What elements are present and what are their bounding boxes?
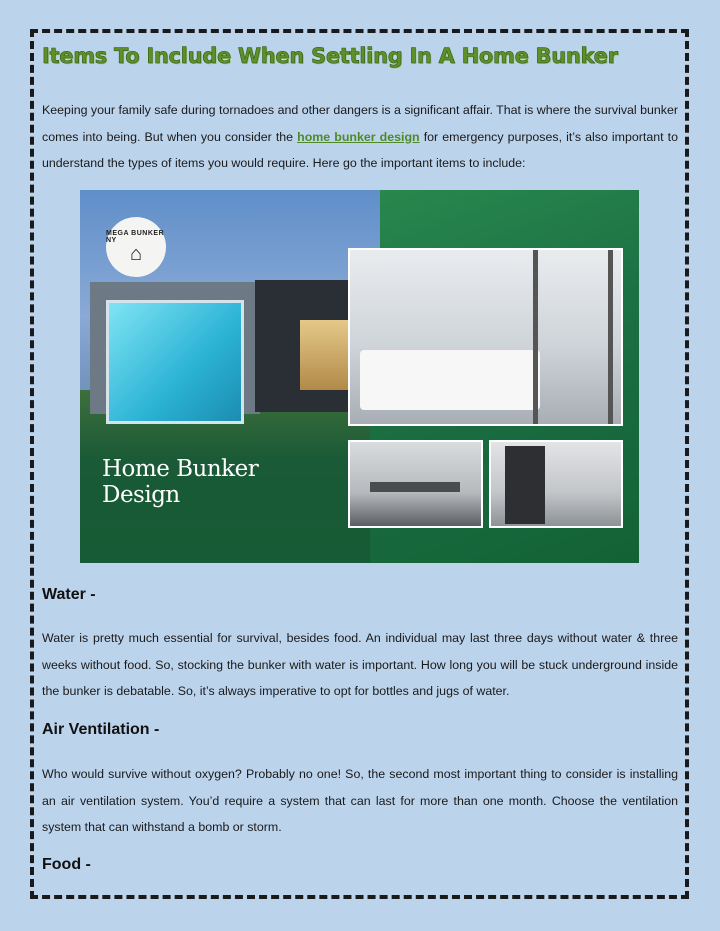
bedroom-photo	[348, 248, 623, 426]
section-body-air-ventilation: Who would survive without oxygen? Probably no one! So, the second most important thing to consider is installing an air ventilation system. You’d require a system that can last for more than one month. Choose the ventilation system that can withstand a bomb or storm.	[42, 767, 678, 834]
section-body-water: Water is pretty much essential for survival, besides food. An individual may last three days without water & three weeks without food. So, stocking the bunker with water is important. How long you will be stuck underground inside the bunker is debatable. So, it’s always imperative to opt for bottles and jugs of water.	[42, 631, 678, 698]
house-icon: ⌂	[129, 243, 143, 265]
section-heading-air-ventilation: Air Ventilation -	[42, 721, 160, 738]
hero-image	[80, 190, 639, 563]
bookshelf	[533, 250, 613, 424]
glass-pool-wall	[106, 300, 244, 424]
lit-window	[300, 320, 355, 390]
section-heading-water: Water -	[42, 586, 96, 603]
refrigerator	[505, 446, 545, 524]
page-title: Items To Include When Settling In A Home Bunker	[42, 44, 618, 68]
mega-bunker-logo	[106, 217, 166, 277]
kitchen-photo	[489, 440, 623, 528]
bed	[360, 350, 540, 410]
section-heading-food: Food -	[42, 856, 91, 873]
intro-text-before: Keeping your family safe during tornadoes and other dangers is a significant affair. That is where the survival bunker comes into being. But when you consider the	[42, 103, 678, 144]
intro-text-after: for emergency purposes, it’s also important to understand the types of items you would require. Here go the important items to include:	[42, 129, 678, 170]
logo-text: MEGA BUNKER NY	[106, 230, 165, 244]
hero-caption: Home Bunker Design	[102, 456, 259, 508]
dining-table	[370, 482, 460, 492]
dining-room-photo	[348, 440, 483, 528]
intro-paragraph	[42, 97, 678, 177]
home-bunker-design-link[interactable]: home bunker design	[297, 129, 420, 144]
